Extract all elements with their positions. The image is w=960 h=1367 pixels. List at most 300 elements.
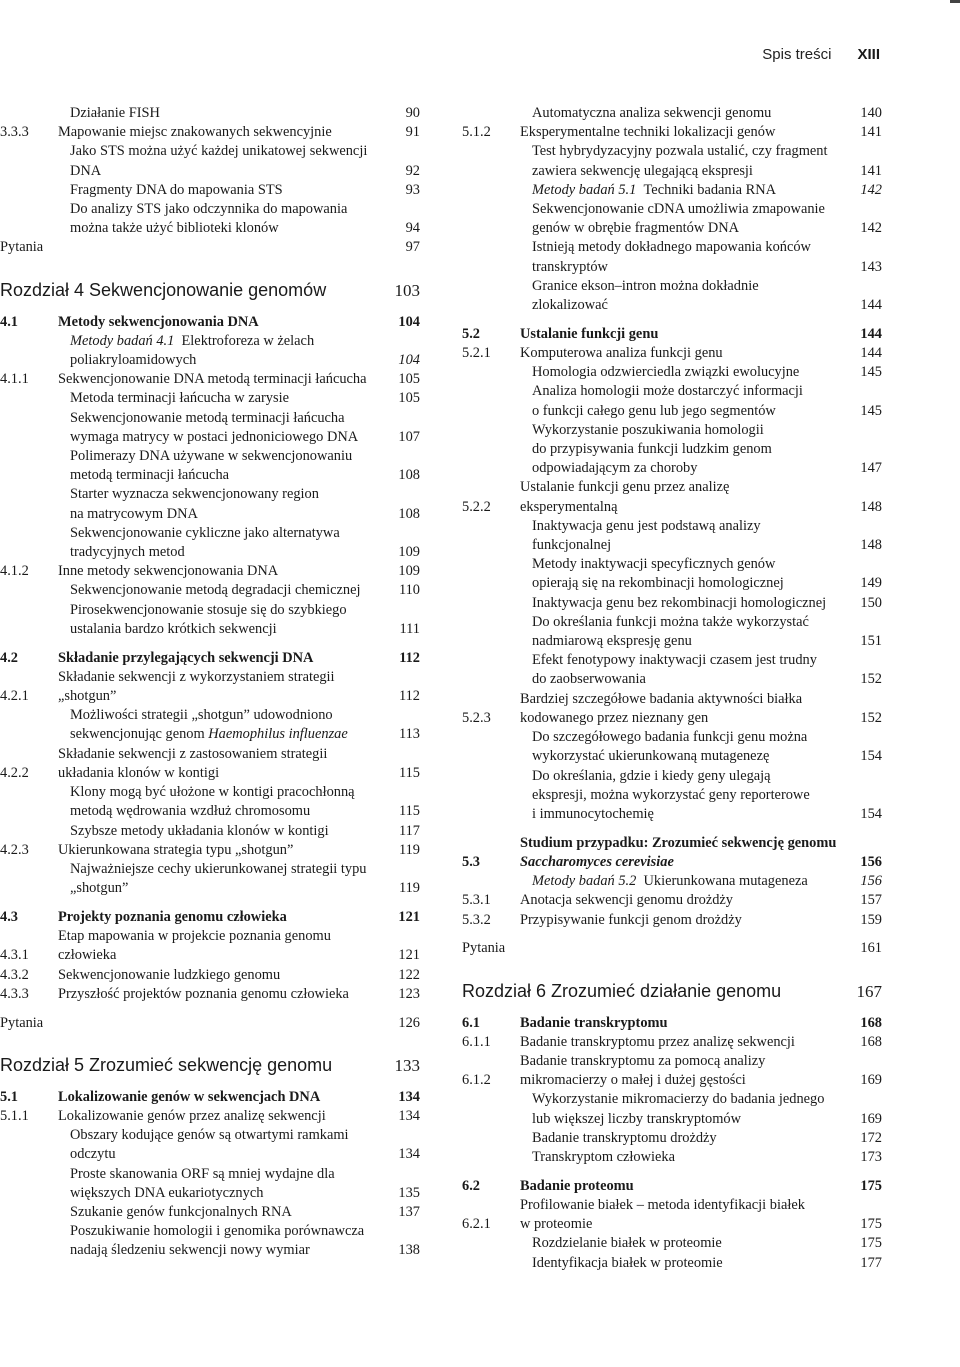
toc-subentry: [462, 421, 882, 479]
entry-title-line: Inaktywacja genu bez rekombinacji homologicznej: [532, 594, 827, 611]
entry-title-line: Przyszłość projektów poznania genomu człowieka: [58, 985, 349, 1002]
entry-page: 144: [860, 325, 882, 342]
chapter-page: 103: [394, 280, 420, 300]
entry-title-line: Inaktywacja genu jest podstawą analizy: [532, 517, 761, 534]
entry-number: 4.3.3: [0, 985, 29, 1002]
entry-title: [520, 104, 846, 123]
toc-subentry: [0, 601, 420, 639]
entry-page: 142: [860, 181, 882, 198]
toc-subentry: [0, 1203, 420, 1222]
entry-title-line: Metody badań 5.1 Techniki badania RNA: [532, 181, 776, 198]
page-number: XIII: [857, 46, 880, 63]
entry-page: 175: [860, 1235, 882, 1252]
entry-title: [58, 370, 384, 389]
entry-page: 150: [860, 594, 882, 611]
toc-subentry: [0, 822, 420, 841]
entry-title-line: nadają śledzeniu sekwencji nowy wymiar: [70, 1242, 310, 1259]
toc-subentry: [0, 706, 420, 744]
entry-title: [520, 690, 846, 728]
entry-title-line: genów w obrębie fragmentów DNA: [532, 220, 740, 237]
entry-title-line: o funkcji całego genu lub jego segmentów: [532, 402, 776, 419]
entry-page: 148: [860, 537, 882, 554]
entry-page: 156: [860, 853, 882, 870]
entry-title-line: ustalania bardzo krótkich sekwencji: [70, 620, 277, 637]
entry-title-line: Przypisywanie funkcji genom drożdży: [520, 911, 742, 928]
entry-title-line: Sekwencjonowanie DNA metodą terminacji łańcucha: [58, 371, 367, 388]
entry-page: 140: [860, 105, 882, 121]
toc-entry: [462, 123, 882, 142]
entry-title-line: „shotgun”: [70, 880, 129, 897]
entry-title: [520, 1052, 846, 1090]
entry-page: 108: [398, 505, 420, 522]
chapter-title: Rozdział 4 Sekwencjonowanie genomów: [0, 279, 327, 300]
entry-title-line: Jako STS można użyć każdej unikatowej sekwencji: [70, 143, 368, 160]
entry-number: 6.2.1: [462, 1216, 491, 1233]
entry-title-line: Metody sekwencjonowania DNA: [58, 313, 259, 330]
entry-title: [58, 142, 384, 180]
entry-page: 93: [405, 181, 420, 198]
toc-subentry: [462, 382, 882, 420]
entry-title-line: Najważniejsze cechy ukierunkowanej strategii typu: [70, 860, 367, 877]
entry-number: 5.3.1: [462, 892, 491, 909]
entry-page: 108: [398, 467, 420, 484]
toc-section: [0, 1088, 420, 1107]
entry-title: [58, 668, 384, 706]
entry-title: [58, 1126, 384, 1164]
entry-title: [520, 651, 846, 689]
entry-page: 113: [398, 726, 420, 743]
top-corner-rule: [950, 0, 960, 3]
entry-title: [58, 649, 384, 668]
entry-page: 117: [398, 822, 420, 839]
entry-title-line: Ustalanie funkcji genu przez analizę: [520, 479, 730, 496]
entry-page: 123: [398, 985, 420, 1002]
toc-subentry: [462, 517, 882, 555]
entry-page: 142: [860, 220, 882, 237]
entry-title-line: Do szczegółowego badania funkcji genu można: [532, 729, 808, 746]
entry-title: Pytania: [0, 239, 44, 256]
entry-title: Pytania: [462, 940, 506, 957]
toc-subentry: [462, 1148, 882, 1167]
toc-subentry: [0, 409, 420, 447]
toc-subentry: [462, 277, 882, 315]
entry-title: [520, 382, 846, 420]
chapter-page: 133: [394, 1055, 420, 1075]
entry-title-line: większych DNA eukariotycznych: [70, 1184, 264, 1201]
entry-title-line: Profilowanie białek – metoda identyfikacji białek: [520, 1196, 805, 1213]
entry-page: 110: [398, 582, 420, 599]
entry-title: [520, 1090, 846, 1128]
entry-title-line: Badanie transkryptomu drożdży: [532, 1129, 717, 1146]
entry-page: 104: [398, 352, 420, 369]
entry-title: [58, 1222, 384, 1260]
entry-title: [58, 783, 384, 821]
toc-entry: [0, 370, 420, 389]
entry-page: 144: [860, 345, 882, 362]
entry-title-line: zawiera sekwencję ulegającą ekspresji: [532, 162, 753, 179]
entry-title: [58, 313, 384, 332]
entry-title: [58, 860, 384, 898]
toc-section: [0, 908, 420, 927]
toc-subentry: [0, 200, 420, 238]
toc-subentry: [462, 555, 882, 593]
entry-number: 4.2.1: [0, 688, 29, 705]
entry-title-line: wykorzystać ukierunkowaną mutagenezę: [532, 748, 770, 765]
toc-subentry: [462, 767, 882, 825]
entry-page: 109: [398, 563, 420, 580]
entry-page: 134: [398, 1107, 420, 1124]
entry-title-line: Metody inaktywacji specyficznych genów: [532, 556, 776, 573]
entry-title-line: Studium przypadku: Zrozumieć sekwencję genomu: [520, 834, 837, 851]
toc-entry: [0, 562, 420, 581]
entry-page: 151: [860, 633, 882, 650]
entry-page: 97: [405, 239, 420, 256]
toc-subentry: [462, 238, 882, 276]
entry-page: 175: [860, 1177, 882, 1194]
entry-title: [58, 409, 384, 447]
entry-title-line: poliakryloamidowych: [70, 352, 197, 369]
entry-title: [520, 277, 846, 315]
entry-title-line: Metoda terminacji łańcucha w zarysie: [70, 390, 289, 407]
chapter-heading: [0, 1054, 420, 1077]
entry-page: 109: [398, 544, 420, 561]
entry-title: [58, 601, 384, 639]
entry-page: 112: [399, 649, 420, 666]
entry-title: [58, 908, 384, 927]
entry-title-line: Sekwencjonowanie cDNA umożliwia zmapowanie: [532, 201, 825, 218]
entry-page: 137: [398, 1203, 420, 1220]
entry-title: [58, 1203, 384, 1222]
entry-title-line: odczytu: [70, 1146, 116, 1163]
entry-page: 152: [860, 709, 882, 726]
entry-number: 4.2.3: [0, 841, 29, 858]
entry-page: 104: [398, 313, 420, 330]
entry-title-line: eksperymentalną: [520, 498, 618, 515]
entry-page: 122: [398, 966, 420, 983]
entry-page: 168: [860, 1033, 882, 1050]
entry-title-line: Fragmenty DNA do mapowania STS: [70, 181, 283, 198]
entry-title: [58, 1165, 384, 1203]
entry-title-line: Anotacja sekwencji genomu drożdży: [520, 892, 733, 909]
toc-subentry: [0, 389, 420, 408]
entry-title-line: Klony mogą być ułożone w kontigi pracochłonną: [70, 784, 355, 801]
chapter-heading: [462, 980, 882, 1003]
toc-subentry: [462, 181, 882, 200]
entry-title-line: Sekwencjonowanie metodą degradacji chemicznej: [70, 582, 361, 599]
toc-subentry: [462, 1234, 882, 1253]
entry-number: 4.3: [0, 908, 18, 925]
entry-title: [520, 891, 846, 910]
entry-title: [520, 1177, 846, 1196]
entry-number: 5.2: [462, 325, 480, 342]
entry-title-line: nadmiarową ekspresję genu: [532, 633, 692, 650]
entry-title: [58, 524, 384, 562]
toc-entry: [462, 344, 882, 363]
entry-page: 149: [860, 575, 882, 592]
toc-entry: [462, 478, 882, 516]
entry-title-line: Badanie transkryptomu przez analizę sekwencji: [520, 1033, 795, 1050]
entry-title-line: opierają się na rekombinacji homologicznej: [532, 575, 784, 592]
entry-number: 6.2: [462, 1177, 480, 1194]
entry-title: [520, 142, 846, 180]
entry-title-line: Składanie przylegających sekwencji DNA: [58, 649, 314, 666]
entry-number: 4.1.1: [0, 371, 29, 388]
entry-title: [520, 325, 846, 344]
entry-title: [58, 927, 384, 965]
entry-title-line: Składanie sekwencji z wykorzystaniem strategii: [58, 668, 335, 685]
toc-subentry: [0, 1222, 420, 1260]
entry-title: [58, 581, 384, 600]
toc-entry: [0, 745, 420, 783]
toc-subentry: [462, 594, 882, 613]
method-label: Metody badań 4.1: [70, 332, 175, 349]
toc-entry: [462, 891, 882, 910]
entry-title-line: układania klonów w kontigi: [58, 764, 220, 781]
entry-title-line: Bardziej szczegółowe badania aktywności białka: [520, 690, 803, 707]
entry-title: [520, 911, 846, 930]
toc-subentry: [462, 1129, 882, 1148]
entry-title-line: DNA: [70, 162, 102, 179]
entry-title: [58, 485, 384, 523]
toc-section: [0, 313, 420, 332]
entry-title: [520, 238, 846, 276]
entry-page: 134: [398, 1146, 420, 1163]
entry-title-line: do zaobserwowania: [532, 671, 646, 688]
entry-page: 111: [399, 620, 420, 637]
entry-number: 4.2: [0, 649, 18, 666]
entry-title-line: lub większej liczby transkryptomów: [532, 1110, 742, 1127]
entry-title: [58, 389, 384, 408]
toc-subentry: [0, 181, 420, 200]
entry-page: 143: [860, 258, 882, 275]
entry-number: 5.2.1: [462, 345, 491, 362]
toc-section: [462, 1177, 882, 1196]
entry-title-line: Etap mapowania w projekcie poznania genomu: [58, 928, 331, 945]
entry-title: [520, 872, 846, 891]
toc-entry: [462, 911, 882, 930]
entry-page: 138: [398, 1242, 420, 1259]
toc-subentry: [462, 142, 882, 180]
entry-page: 90: [405, 105, 420, 121]
entry-title-line: Automatyczna analiza sekwencji genomu: [532, 105, 772, 121]
entry-title: [520, 613, 846, 651]
chapter-title: Rozdział 6 Zrozumieć działanie genomu: [462, 980, 782, 1001]
entry-title: [520, 767, 846, 825]
entry-page: 119: [398, 841, 420, 858]
toc-subentry: [462, 104, 882, 123]
toc-subentry: [0, 332, 420, 370]
entry-page: 121: [398, 908, 420, 925]
entry-page: 107: [398, 428, 420, 445]
entry-title-line: Eksperymentalne techniki lokalizacji genów: [520, 124, 776, 141]
entry-title-line: funkcjonalnej: [532, 537, 612, 554]
entry-title-line: Istnieją metody dokładnego mapowania końców: [532, 239, 811, 256]
toc-subentry: [0, 581, 420, 600]
entry-title: [520, 1254, 846, 1273]
entry-page: 175: [860, 1216, 882, 1233]
entry-page: 105: [398, 371, 420, 388]
toc-entry: [0, 1107, 420, 1126]
entry-page: 161: [860, 940, 882, 957]
entry-number: 3.3.3: [0, 124, 29, 141]
entry-title-line: Badanie transkryptomu: [520, 1014, 668, 1031]
entry-page: 177: [860, 1254, 882, 1271]
toc-subentry: [0, 783, 420, 821]
entry-title-line: sekwencjonując genom Haemophilus influenzae: [70, 726, 348, 743]
entry-page: 172: [860, 1129, 882, 1146]
entry-title: [520, 1014, 846, 1033]
entry-page: 135: [398, 1184, 420, 1201]
entry-title-line: Test hybrydyzacyjny pozwala ustalić, czy fragment: [532, 143, 828, 160]
toc-subentry: [0, 485, 420, 523]
toc-section: [462, 1014, 882, 1033]
entry-number: 6.1: [462, 1014, 480, 1031]
entry-title-line: i immunocytochemię: [532, 805, 654, 822]
entry-title-line: Efekt fenotypowy inaktywacji czasem jest trudny: [532, 652, 817, 669]
entry-page: 145: [860, 402, 882, 419]
toc-subentry: [462, 872, 882, 891]
toc-section: [0, 649, 420, 668]
entry-title-line: odpowiadającym za choroby: [532, 460, 698, 477]
entry-title: Pytania: [0, 1014, 44, 1031]
entry-title: [58, 706, 384, 744]
entry-title-line: mikromacierzy o małej i dużej gęstości: [520, 1072, 746, 1089]
toc-entry: [0, 966, 420, 985]
chapter-heading: [0, 279, 420, 302]
entry-title: [520, 594, 846, 613]
toc-entry-questions: [462, 939, 882, 958]
entry-title-line: Badanie proteomu: [520, 1177, 634, 1194]
entry-title-line: Możliwości strategii „shotgun” udowodniono: [70, 707, 333, 724]
toc-subentry: [0, 142, 420, 180]
entry-page: 115: [398, 764, 420, 781]
entry-page: 119: [398, 880, 420, 897]
entry-title-line: Komputerowa analiza funkcji genu: [520, 345, 723, 362]
entry-title: [520, 1196, 846, 1234]
entry-page: 159: [860, 911, 882, 928]
entry-title-line: metodą wędrowania wzdłuż chromosomu: [70, 803, 311, 820]
entry-title: [58, 745, 384, 783]
entry-title-line: Szybsze metody układania klonów w kontigi: [70, 822, 329, 839]
entry-title-line: Obszary kodujące genów są otwartymi ramkami: [70, 1127, 349, 1144]
entry-title-line: Homologia odzwierciedla związki ewolucyjne: [532, 364, 800, 381]
entry-title-line: Lokalizowanie genów przez analizę sekwencji: [58, 1107, 326, 1124]
toc-entry-questions: [0, 1014, 420, 1033]
toc-subentry: [462, 1254, 882, 1273]
entry-number: 5.1: [0, 1088, 18, 1105]
entry-number: 6.1.1: [462, 1033, 491, 1050]
entry-title-line: Poszukiwanie homologii i genomika porównawcza: [70, 1223, 365, 1240]
toc-column-left: [0, 104, 420, 1261]
toc-subentry: [0, 860, 420, 898]
entry-page: 148: [860, 498, 882, 515]
entry-page: 154: [860, 805, 882, 822]
entry-title-line: Starter wyznacza sekwencjonowany region: [70, 486, 319, 503]
toc-entry: [0, 927, 420, 965]
entry-title-line: Projekty poznania genomu człowieka: [58, 908, 287, 925]
entry-title: [520, 1033, 846, 1052]
entry-title: [520, 200, 846, 238]
entry-title-line: Pirosekwencjonowanie stosuje się do szybkiego: [70, 601, 347, 618]
entry-title-line: Wykorzystanie mikromacierzy do badania jednego: [532, 1091, 825, 1108]
entry-number: 4.1.2: [0, 563, 29, 580]
toc-section: [462, 834, 882, 872]
toc-entry: [462, 690, 882, 728]
entry-title: [520, 1234, 846, 1253]
entry-title-line: Metody badań 5.2 Ukierunkowana mutageneza: [532, 873, 808, 890]
entry-title: [58, 1088, 384, 1107]
toc-section: [462, 325, 882, 344]
species-name: Haemophilus influenzae: [208, 726, 348, 743]
toc-subentry: [0, 1126, 420, 1164]
entry-page: 147: [860, 460, 882, 477]
entry-page: 154: [860, 748, 882, 765]
running-header: [762, 46, 880, 63]
entry-title: [58, 447, 384, 485]
entry-title-line: można także użyć biblioteki klonów: [70, 220, 279, 237]
toc-entry: [462, 1196, 882, 1234]
entry-page: 126: [398, 1014, 420, 1031]
entry-title: [58, 104, 384, 123]
toc-entry: [0, 985, 420, 1004]
entry-title-line: zlokalizować: [532, 297, 608, 314]
entry-page: 121: [398, 947, 420, 964]
entry-number: 5.3: [462, 853, 480, 870]
entry-title-line: Badanie transkryptomu za pomocą analizy: [520, 1052, 766, 1069]
entry-title: [520, 478, 846, 516]
entry-page: 105: [398, 390, 420, 407]
entry-page: 92: [405, 162, 420, 179]
entry-number: 4.3.1: [0, 947, 29, 964]
entry-page: 145: [860, 364, 882, 381]
toc-subentry: [0, 524, 420, 562]
toc-subentry: [462, 200, 882, 238]
entry-title: [520, 728, 846, 766]
entry-page: 168: [860, 1014, 882, 1031]
entry-title: [58, 966, 384, 985]
entry-title: [58, 332, 384, 370]
entry-title: [58, 1107, 384, 1126]
method-label: Metody badań 5.2: [532, 873, 637, 890]
entry-title-line: „shotgun”: [58, 688, 117, 705]
toc-subentry: [462, 363, 882, 382]
entry-number: 5.2.3: [462, 709, 491, 726]
entry-title-line: Do określania funkcji można także wykorzystać: [532, 613, 809, 630]
toc-entry: [462, 1033, 882, 1052]
entry-title-line: Metody badań 4.1 Elektroforeza w żelach: [70, 332, 315, 349]
entry-title-line: Szukanie genów funkcjonalnych RNA: [70, 1203, 292, 1220]
entry-title-line: Sekwencjonowanie metodą terminacji łańcucha: [70, 409, 345, 426]
toc-subentry: [0, 1165, 420, 1203]
entry-title-line: Identyfikacja białek w proteomie: [532, 1254, 723, 1271]
entry-page: 91: [405, 124, 420, 141]
entry-title: [58, 123, 384, 142]
entry-title: [520, 344, 846, 363]
entry-page: 141: [860, 162, 882, 179]
entry-page: 156: [860, 873, 882, 890]
entry-title-line: transkryptów: [532, 258, 608, 275]
entry-title-line: metodą terminacji łańcucha: [70, 467, 230, 484]
entry-title: [520, 555, 846, 593]
toc-column-right: [462, 104, 882, 1273]
entry-title-line: Wykorzystanie poszukiwania homologii: [532, 421, 764, 438]
entry-title: [520, 517, 846, 555]
entry-title-line: Ukierunkowana strategia typu „shotgun”: [58, 841, 294, 858]
toc-entry: [0, 668, 420, 706]
entry-page: 144: [860, 297, 882, 314]
entry-title-line: Do określania, gdzie i kiedy geny ulegają: [532, 767, 771, 784]
toc-subentry: [462, 728, 882, 766]
